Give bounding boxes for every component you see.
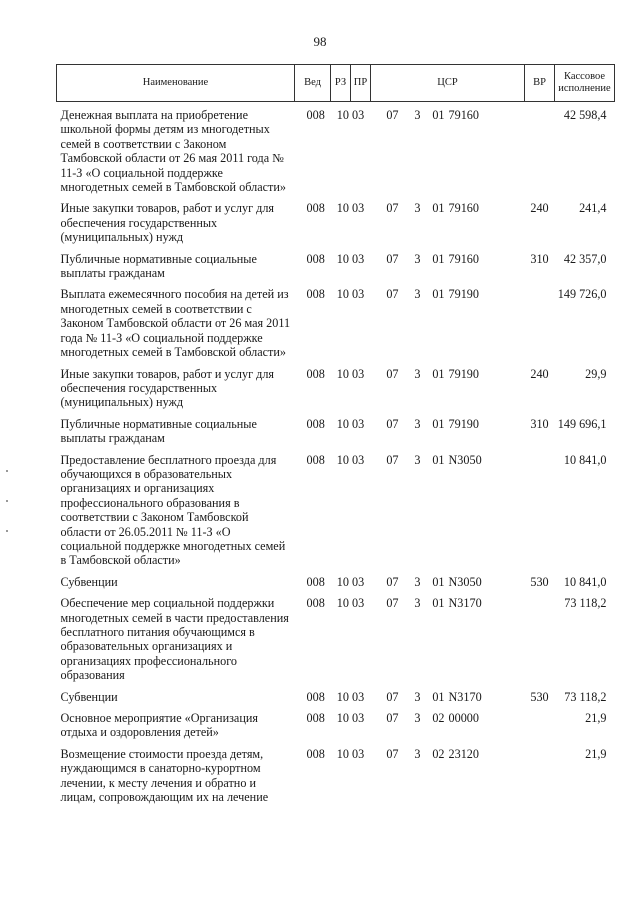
table-row bbox=[57, 414, 615, 450]
row-vr: 310 bbox=[530, 416, 549, 431]
table-row bbox=[57, 450, 615, 572]
csr-subprogram: 3 bbox=[414, 416, 421, 431]
csr-subprogram: 3 bbox=[414, 452, 421, 467]
row-amount: 10 841,0 bbox=[563, 574, 607, 589]
csr-subprogram: 3 bbox=[414, 746, 421, 761]
budget-table bbox=[56, 64, 615, 808]
csr-program: 07 bbox=[386, 596, 399, 611]
csr-direction: N3170 bbox=[448, 689, 482, 704]
csr-subprogram: 3 bbox=[414, 366, 421, 381]
table-row bbox=[57, 249, 615, 285]
csr-subprogram: 3 bbox=[414, 596, 421, 611]
csr-event: 01 bbox=[432, 201, 445, 216]
row-rz-pr: 10 03 bbox=[336, 108, 365, 122]
table-body bbox=[57, 102, 615, 809]
row-ved: 008 bbox=[306, 416, 325, 431]
scan-edge-mark bbox=[6, 470, 8, 472]
row-name: Публичные нормативные социальные выплаты гражданам bbox=[60, 416, 257, 446]
row-vr bbox=[525, 284, 555, 363]
row-rz-pr: 10 03 bbox=[336, 711, 365, 726]
csr-event: 01 bbox=[432, 108, 445, 122]
csr-event: 02 bbox=[432, 746, 445, 761]
row-csr bbox=[371, 744, 525, 809]
row-name: Иные закупки товаров, работ и услуг для обеспечения государственных (муниципальных) нужд bbox=[60, 366, 275, 410]
row-amount: 42 357,0 bbox=[563, 251, 607, 266]
row-csr bbox=[371, 198, 525, 248]
row-vr bbox=[525, 744, 555, 809]
row-name: Возмещение стоимости проезда детям, нуждающимся в санаторно-курортном лечении, к месту лечения и обратно и лицам, сопровождающим их на лечение bbox=[60, 746, 269, 805]
csr-event: 02 bbox=[432, 711, 445, 726]
row-name: Обеспечение мер социальной поддержки многодетных семей в части предоставления бесплатного питания обучающимся в образовательных организациях и организациях профессионального образования bbox=[60, 596, 289, 683]
csr-direction: 23120 bbox=[448, 746, 479, 761]
row-amount: 21,9 bbox=[585, 746, 607, 761]
row-amount: 149 726,0 bbox=[557, 287, 607, 302]
csr-event: 01 bbox=[432, 596, 445, 611]
csr-program: 07 bbox=[386, 108, 399, 122]
row-name: Основное мероприятие «Организация отдыха и оздоровления детей» bbox=[60, 711, 258, 740]
csr-subprogram: 3 bbox=[414, 287, 421, 302]
row-vr bbox=[525, 450, 555, 572]
row-vr: 530 bbox=[530, 574, 549, 589]
row-csr bbox=[371, 572, 525, 593]
row-csr bbox=[371, 687, 525, 708]
header-pr: ПР bbox=[351, 65, 371, 102]
csr-event: 01 bbox=[432, 574, 445, 589]
table-row bbox=[57, 593, 615, 686]
row-csr bbox=[371, 364, 525, 414]
row-name: Предоставление бесплатного проезда для обучающихся в образовательных организациях и организациях профессионального образования в соответствии с Законом Тамбовской области от 26.05.2011 № 11-З «О социальной поддержке многодетных семей в Тамбовской области» bbox=[60, 452, 286, 568]
csr-subprogram: 3 bbox=[414, 711, 421, 726]
row-name: Денежная выплата на приобретение школьной формы детям из многодетных семей в соответствии с Законом Тамбовской области от 26 мая 2011 года № 11-З «О социальной поддержке многодетных семей в Тамбовской области» bbox=[60, 108, 286, 195]
csr-direction: 79190 bbox=[448, 366, 479, 381]
table-header bbox=[57, 65, 615, 102]
row-name: Субвенции bbox=[60, 689, 118, 704]
row-amount: 73 118,2 bbox=[564, 596, 607, 611]
table-row bbox=[57, 744, 615, 809]
row-vr: 530 bbox=[530, 689, 549, 704]
csr-program: 07 bbox=[386, 201, 399, 216]
csr-program: 07 bbox=[386, 366, 399, 381]
csr-program: 07 bbox=[386, 746, 399, 761]
csr-direction: 00000 bbox=[448, 711, 479, 726]
header-rz: РЗ bbox=[331, 65, 351, 102]
row-ved: 008 bbox=[306, 711, 325, 726]
row-rz-pr: 10 03 bbox=[336, 746, 365, 761]
table-row bbox=[57, 708, 615, 744]
row-amount: 21,9 bbox=[585, 711, 607, 726]
csr-program: 07 bbox=[386, 416, 399, 431]
row-csr bbox=[371, 249, 525, 285]
table-row bbox=[57, 687, 615, 708]
csr-subprogram: 3 bbox=[414, 251, 421, 266]
row-ved: 008 bbox=[306, 596, 325, 611]
row-rz-pr: 10 03 bbox=[336, 201, 365, 216]
row-name: Публичные нормативные социальные выплаты гражданам bbox=[60, 251, 257, 281]
csr-subprogram: 3 bbox=[414, 201, 421, 216]
row-vr bbox=[525, 708, 555, 744]
row-vr bbox=[525, 593, 555, 686]
csr-direction: 79160 bbox=[448, 201, 479, 216]
row-csr bbox=[371, 102, 525, 199]
csr-subprogram: 3 bbox=[414, 574, 421, 589]
csr-direction: N3050 bbox=[448, 452, 482, 467]
csr-event: 01 bbox=[432, 366, 445, 381]
csr-direction: 79160 bbox=[448, 251, 479, 266]
csr-program: 07 bbox=[386, 452, 399, 467]
header-ved: Вед bbox=[295, 65, 331, 102]
csr-event: 01 bbox=[432, 287, 445, 302]
row-ved: 008 bbox=[306, 366, 325, 381]
row-ved: 008 bbox=[306, 287, 325, 302]
row-rz-pr: 10 03 bbox=[336, 366, 365, 381]
row-rz-pr: 10 03 bbox=[336, 596, 365, 611]
csr-program: 07 bbox=[386, 251, 399, 266]
row-amount: 29,9 bbox=[585, 366, 607, 381]
table-row bbox=[57, 572, 615, 593]
row-rz-pr: 10 03 bbox=[336, 251, 365, 266]
row-rz-pr: 10 03 bbox=[336, 689, 365, 704]
csr-program: 07 bbox=[386, 287, 399, 302]
row-amount: 42 598,4 bbox=[563, 108, 607, 122]
row-ved: 008 bbox=[306, 108, 325, 122]
row-vr: 310 bbox=[530, 251, 549, 266]
row-ved: 008 bbox=[306, 452, 325, 467]
scan-edge-mark bbox=[6, 500, 8, 502]
csr-event: 01 bbox=[432, 689, 445, 704]
csr-event: 01 bbox=[432, 251, 445, 266]
page-number: 98 bbox=[313, 34, 327, 49]
row-csr bbox=[371, 708, 525, 744]
header-vr: ВР bbox=[525, 65, 555, 102]
row-csr bbox=[371, 284, 525, 363]
header-csr: ЦСР bbox=[371, 65, 525, 102]
csr-program: 07 bbox=[386, 574, 399, 589]
row-amount: 149 696,1 bbox=[557, 416, 607, 431]
csr-direction: 79190 bbox=[448, 416, 479, 431]
row-csr bbox=[371, 414, 525, 450]
table-row bbox=[57, 102, 615, 199]
csr-direction: 79160 bbox=[448, 108, 479, 122]
row-amount: 10 841,0 bbox=[563, 452, 607, 467]
row-rz-pr: 10 03 bbox=[336, 574, 365, 589]
row-vr bbox=[525, 102, 555, 199]
row-rz-pr: 10 03 bbox=[336, 452, 365, 467]
row-name: Выплата ежемесячного пособия на детей из многодетных семей в соответствии с Законом Тамбовской области от 26 мая 2011 года № 11-З «О социальной поддержке многодетных семей в Тамбовской области» bbox=[60, 287, 291, 360]
csr-direction: N3050 bbox=[448, 574, 482, 589]
table-row bbox=[57, 284, 615, 363]
row-csr bbox=[371, 593, 525, 686]
row-ved: 008 bbox=[306, 574, 325, 589]
header-amount: Кассовое исполнение bbox=[555, 65, 615, 102]
table-row bbox=[57, 364, 615, 414]
table-row bbox=[57, 198, 615, 248]
row-ved: 008 bbox=[306, 689, 325, 704]
row-rz-pr: 10 03 bbox=[336, 287, 365, 302]
row-amount: 241,4 bbox=[579, 201, 607, 216]
csr-event: 01 bbox=[432, 416, 445, 431]
csr-program: 07 bbox=[386, 689, 399, 704]
row-vr: 240 bbox=[530, 366, 549, 381]
csr-direction: N3170 bbox=[448, 596, 482, 611]
row-vr: 240 bbox=[530, 201, 549, 216]
header-name: Наименование bbox=[57, 65, 295, 102]
row-name: Субвенции bbox=[60, 574, 118, 589]
csr-subprogram: 3 bbox=[414, 689, 421, 704]
csr-event: 01 bbox=[432, 452, 445, 467]
row-name: Иные закупки товаров, работ и услуг для обеспечения государственных (муниципальных) нужд bbox=[60, 201, 275, 245]
csr-program: 07 bbox=[386, 711, 399, 726]
row-ved: 008 bbox=[306, 201, 325, 216]
row-ved: 008 bbox=[306, 746, 325, 761]
row-ved: 008 bbox=[306, 251, 325, 266]
scan-edge-mark bbox=[6, 530, 8, 532]
csr-subprogram: 3 bbox=[414, 108, 421, 122]
row-amount: 73 118,2 bbox=[564, 689, 607, 704]
row-csr bbox=[371, 450, 525, 572]
row-rz-pr: 10 03 bbox=[336, 416, 365, 431]
csr-direction: 79190 bbox=[448, 287, 479, 302]
